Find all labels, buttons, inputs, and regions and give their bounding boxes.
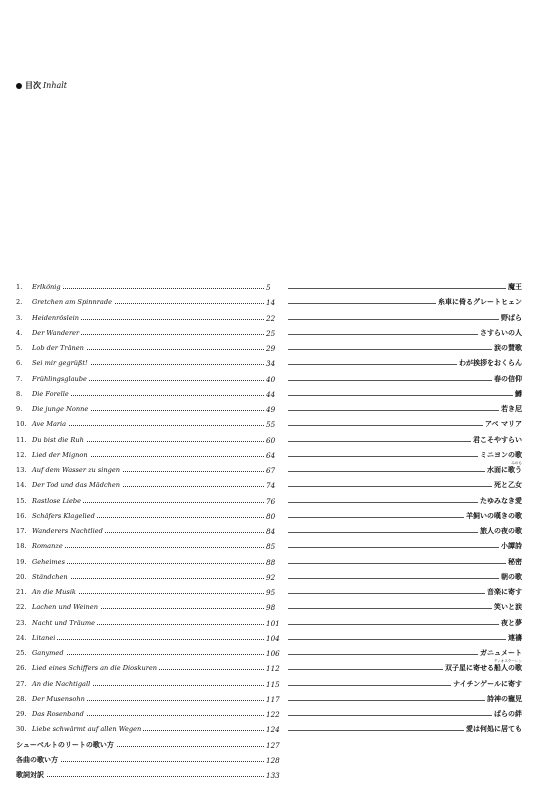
page-number: 67 bbox=[266, 466, 276, 475]
page-number: 55 bbox=[266, 420, 276, 430]
solid-leader bbox=[288, 288, 522, 289]
page-number: 127 bbox=[266, 740, 280, 750]
song-number: 23. bbox=[16, 618, 27, 627]
solid-leader bbox=[288, 563, 522, 564]
song-number: 3. bbox=[16, 313, 23, 322]
page-number: 34 bbox=[266, 359, 276, 369]
dotted-leader bbox=[32, 776, 264, 777]
song-number: 11. bbox=[16, 435, 27, 444]
song-number: 22. bbox=[16, 603, 27, 612]
song-title-german: Lachen und Weinen bbox=[32, 600, 100, 615]
ruby-reading: みのも bbox=[511, 461, 522, 465]
song-title-japanese: 夜と夢 bbox=[499, 616, 522, 631]
song-number: 5. bbox=[16, 344, 23, 352]
toc-row[interactable] bbox=[16, 478, 522, 493]
page-number: 92 bbox=[266, 572, 276, 582]
song-title-german: Du bist die Ruh bbox=[32, 433, 86, 448]
song-title-japanese: 羊飼いの嘆きの歌 bbox=[464, 509, 522, 524]
song-number: 8. bbox=[16, 389, 23, 398]
toc-row-extra[interactable] bbox=[16, 738, 522, 753]
song-title-japanese: 魔王 bbox=[506, 280, 522, 295]
song-title-german: Schäfers Klagelied bbox=[32, 509, 97, 524]
toc-row[interactable] bbox=[16, 646, 522, 661]
toc-row[interactable] bbox=[16, 631, 522, 646]
page-number: 64 bbox=[266, 450, 276, 460]
toc-row[interactable] bbox=[16, 341, 522, 356]
song-title-japanese: ガニュメート bbox=[478, 646, 522, 661]
page-number: 95 bbox=[266, 588, 276, 597]
toc-row[interactable] bbox=[16, 311, 522, 326]
page-number: 14 bbox=[266, 298, 276, 308]
dotted-leader bbox=[32, 288, 264, 289]
song-title-german: Lied eines Schiffers an die Dioskuren bbox=[32, 661, 159, 676]
song-title-german: Das Rosenband bbox=[32, 707, 86, 722]
bullet-icon bbox=[16, 83, 22, 89]
toc-row[interactable] bbox=[16, 326, 522, 341]
toc-row[interactable] bbox=[16, 616, 522, 631]
page-number: 117 bbox=[266, 694, 280, 704]
song-number: 4. bbox=[16, 328, 23, 337]
song-title-japanese: 旅人の夜の歌 bbox=[478, 524, 522, 539]
toc-row[interactable] bbox=[16, 448, 522, 463]
song-title-german: Erlkönig bbox=[32, 280, 63, 295]
page-number: 25 bbox=[266, 328, 276, 338]
song-title-japanese: 君こそやすらい bbox=[471, 433, 522, 448]
song-number: 27. bbox=[16, 679, 27, 688]
song-number: 18. bbox=[16, 542, 27, 551]
song-title-japanese: 秘密 bbox=[506, 555, 522, 570]
song-number: 30. bbox=[16, 725, 27, 734]
song-title-german: Liebe schwärmt auf allen Wegen bbox=[32, 722, 143, 737]
toc-row[interactable] bbox=[16, 402, 522, 417]
song-number: 2. bbox=[16, 298, 23, 307]
song-title-german: Frühlingsglaube bbox=[32, 372, 89, 387]
song-number: 16. bbox=[16, 511, 27, 520]
song-title-german: Ave Maria bbox=[32, 417, 68, 432]
song-title-japanese: さすらいの人 bbox=[478, 326, 522, 341]
section-title-japanese: シューベルトのリートの歌い方 bbox=[16, 738, 116, 753]
song-number: 25. bbox=[16, 649, 27, 657]
toc-row[interactable] bbox=[16, 555, 522, 570]
toc-row[interactable] bbox=[16, 463, 522, 478]
song-title-japanese: 涙の賛歌 bbox=[492, 341, 522, 356]
section-title-japanese: 歌詞対訳 bbox=[16, 768, 46, 783]
page-number: 60 bbox=[266, 435, 276, 445]
song-title-german: Der Musensohn bbox=[32, 692, 87, 707]
song-number: 19. bbox=[16, 557, 27, 566]
toc-header-de: Inhalt bbox=[43, 81, 68, 90]
song-title-german: Auf dem Wasser zu singen bbox=[32, 463, 122, 478]
song-title-japanese: 小譚詩 bbox=[499, 539, 522, 554]
ruby-reading: ディオスクーレン bbox=[493, 659, 522, 664]
song-number: 29. bbox=[16, 710, 27, 718]
page-number: 76 bbox=[266, 496, 276, 506]
toc-row[interactable] bbox=[16, 677, 522, 692]
toc-header bbox=[16, 80, 67, 91]
solid-leader bbox=[288, 349, 522, 350]
page-number: 85 bbox=[266, 542, 276, 552]
song-title-german: An die Musik bbox=[32, 585, 78, 600]
toc-row[interactable] bbox=[16, 509, 522, 524]
song-title-japanese: 糸車に倚るグレートヒェン bbox=[436, 295, 522, 310]
song-number: 6. bbox=[16, 359, 23, 368]
toc-row[interactable] bbox=[16, 692, 522, 707]
song-title-japanese: 若き尼 bbox=[499, 402, 522, 417]
solid-leader bbox=[288, 578, 522, 579]
page-number: 112 bbox=[266, 664, 280, 674]
page-number: 115 bbox=[266, 679, 280, 689]
page-number: 84 bbox=[266, 527, 276, 536]
solid-leader bbox=[288, 380, 522, 381]
song-title-german: Die Forelle bbox=[32, 387, 71, 402]
song-title-japanese: 春の信仰 bbox=[492, 372, 522, 387]
page-number: 40 bbox=[266, 374, 276, 384]
solid-leader bbox=[288, 410, 522, 411]
song-title-japanese: 連禱 bbox=[506, 631, 522, 646]
song-number: 7. bbox=[16, 374, 23, 383]
toc-row-extra[interactable] bbox=[16, 768, 522, 783]
toc-row-extra[interactable] bbox=[16, 753, 522, 768]
song-title-german: Die junge Nonne bbox=[32, 402, 90, 417]
page-number: 124 bbox=[266, 725, 280, 735]
page-number: 49 bbox=[266, 405, 276, 414]
song-title-japanese: わが挨拶をおくらん bbox=[457, 356, 522, 371]
page-number: 44 bbox=[266, 389, 276, 399]
song-number: 12. bbox=[16, 450, 27, 459]
song-title-german: Litanei bbox=[32, 631, 57, 646]
song-title-japanese: 野ばら bbox=[499, 311, 522, 326]
toc-row[interactable] bbox=[16, 524, 522, 539]
song-number: 14. bbox=[16, 481, 27, 490]
page-number: 106 bbox=[266, 649, 280, 658]
song-title-german: Romanze bbox=[32, 539, 65, 554]
toc-row[interactable] bbox=[16, 387, 522, 402]
song-title-japanese: 詩神の寵児 bbox=[485, 692, 522, 707]
song-title-japanese: 音楽に寄す bbox=[485, 585, 522, 600]
song-title-german: Geheimes bbox=[32, 555, 67, 570]
page-number: 80 bbox=[266, 511, 276, 521]
song-title-german: Gretchen am Spinnrade bbox=[32, 295, 114, 310]
song-title-japanese: アベ マリア bbox=[483, 417, 522, 432]
song-title-german: Lied der Mignon bbox=[32, 448, 90, 463]
song-number: 10. bbox=[16, 420, 27, 429]
song-title-german: Nacht und Träume bbox=[32, 616, 97, 631]
page-number: 104 bbox=[266, 633, 280, 643]
song-number: 15. bbox=[16, 496, 27, 505]
dotted-leader bbox=[32, 639, 264, 640]
solid-leader bbox=[288, 624, 522, 625]
page-number: 5 bbox=[266, 283, 271, 292]
toc-row[interactable] bbox=[16, 585, 522, 600]
toc-row[interactable] bbox=[16, 707, 522, 722]
solid-leader bbox=[288, 547, 522, 548]
song-number: 24. bbox=[16, 633, 27, 642]
song-title-japanese: 愛は何処に居ても bbox=[464, 722, 522, 737]
song-title-german: An die Nachtigall bbox=[32, 677, 92, 692]
song-title-japanese: 水面に歌う bbox=[485, 463, 522, 478]
toc-row[interactable] bbox=[16, 433, 522, 448]
dotted-leader bbox=[32, 654, 264, 655]
page-number: 88 bbox=[266, 557, 276, 567]
song-title-german: Sei mir gegrüßt! bbox=[32, 356, 90, 371]
section-title-japanese: 各曲の歌い方 bbox=[16, 753, 60, 768]
dotted-leader bbox=[32, 761, 264, 762]
song-title-german: Der Tod und das Mädchen bbox=[32, 478, 122, 493]
toc-header-ja: 目次 bbox=[25, 81, 41, 90]
page-number: 98 bbox=[266, 603, 276, 613]
solid-leader bbox=[288, 319, 522, 320]
song-number: 20. bbox=[16, 572, 27, 581]
song-title-german: Ganymed bbox=[32, 646, 66, 661]
song-number: 1. bbox=[16, 283, 23, 291]
song-title-japanese: 笑いと涙 bbox=[492, 600, 522, 615]
table-of-contents bbox=[16, 280, 522, 783]
song-title-german: Rastlose Liebe bbox=[32, 494, 83, 509]
toc-row[interactable] bbox=[16, 539, 522, 554]
toc-row[interactable] bbox=[16, 494, 522, 509]
song-title-german: Ständchen bbox=[32, 570, 70, 585]
song-title-japanese: ナイチンゲールに寄す bbox=[451, 677, 522, 692]
page-number: 122 bbox=[266, 710, 280, 719]
song-title-japanese: 朝の歌 bbox=[499, 570, 522, 585]
solid-leader bbox=[288, 395, 522, 396]
toc-row[interactable] bbox=[16, 356, 522, 371]
solid-leader bbox=[288, 639, 522, 640]
song-number: 28. bbox=[16, 694, 27, 703]
song-title-japanese: 双子星に寄せる船人の歌 bbox=[443, 661, 522, 676]
song-number: 9. bbox=[16, 405, 23, 413]
song-title-japanese: 死と乙女 bbox=[492, 478, 522, 493]
page-number: 101 bbox=[266, 618, 280, 628]
toc-row[interactable] bbox=[16, 722, 522, 737]
song-title-japanese: ミニヨンの歌 bbox=[478, 448, 522, 463]
solid-leader bbox=[288, 486, 522, 487]
page-number: 22 bbox=[266, 313, 276, 323]
song-title-japanese: ばらの絆 bbox=[492, 707, 522, 722]
song-title-japanese: たゆみなき愛 bbox=[478, 494, 522, 509]
toc-row[interactable] bbox=[16, 417, 522, 432]
page-number: 29 bbox=[266, 344, 276, 353]
dotted-leader bbox=[32, 547, 264, 548]
song-number: 26. bbox=[16, 664, 27, 673]
solid-leader bbox=[288, 715, 522, 716]
toc-row[interactable] bbox=[16, 372, 522, 387]
page-number: 74 bbox=[266, 481, 276, 491]
toc-row[interactable] bbox=[16, 295, 522, 310]
song-number: 17. bbox=[16, 527, 27, 535]
song-title-japanese: 鱒 bbox=[513, 387, 522, 402]
song-title-german: Lob der Tränen bbox=[32, 341, 86, 356]
toc-row[interactable] bbox=[16, 600, 522, 615]
song-title-german: Heidenröslein bbox=[32, 311, 81, 326]
solid-leader bbox=[288, 608, 522, 609]
toc-row[interactable] bbox=[16, 570, 522, 585]
song-number: 21. bbox=[16, 588, 27, 596]
song-title-german: Wanderers Nachtlied bbox=[32, 524, 105, 539]
song-title-german: Der Wanderer bbox=[32, 326, 81, 341]
toc-row[interactable] bbox=[16, 280, 522, 295]
page-number: 133 bbox=[266, 771, 280, 780]
song-number: 13. bbox=[16, 466, 27, 474]
page-number: 128 bbox=[266, 755, 280, 765]
toc-row[interactable] bbox=[16, 661, 522, 676]
